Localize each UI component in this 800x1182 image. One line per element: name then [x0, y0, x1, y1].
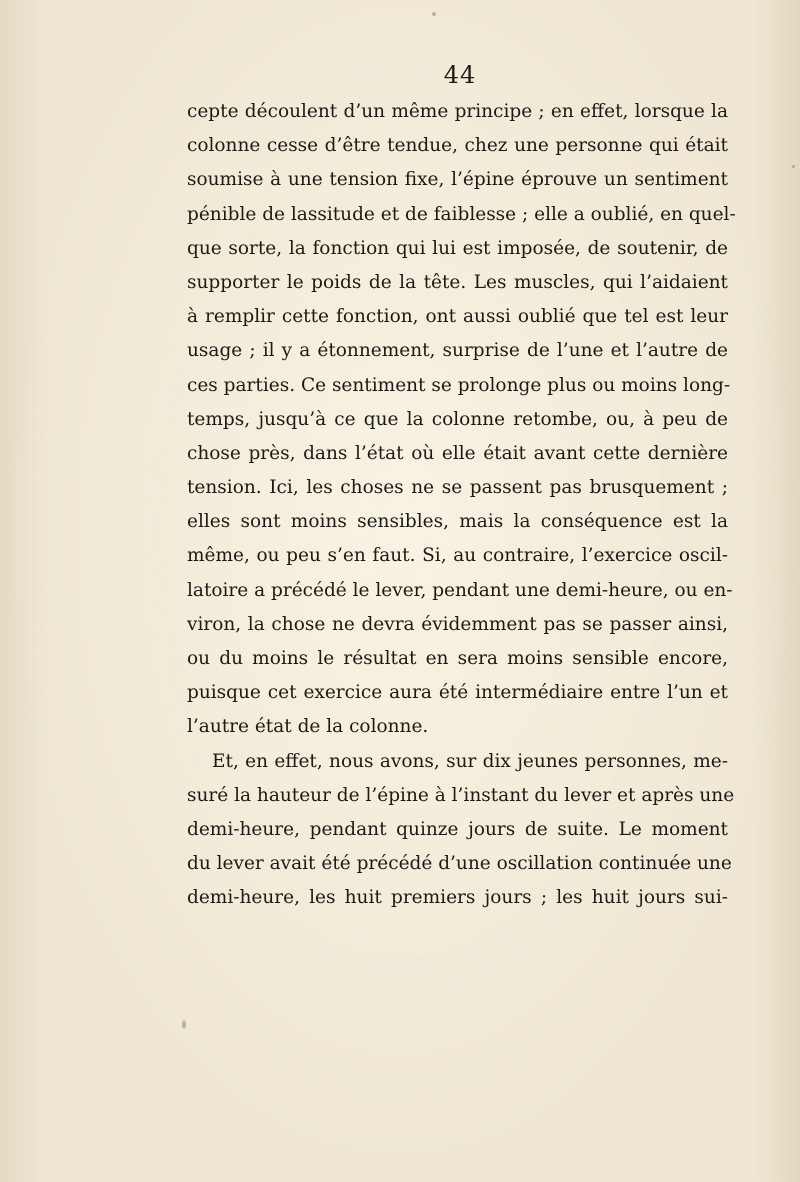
paper-speck — [182, 1020, 186, 1029]
text-line: demi-heure, les huit premiers jours ; les huit jours sui- — [187, 887, 728, 909]
text-line: que sorte, la fonction qui lui est imposée, de soutenir, de — [187, 237, 728, 259]
text-line: même, ou peu s’en faut. Si, au contraire, l’exercice oscil- — [187, 545, 728, 567]
text-line: pénible de lassitude et de faiblesse ; elle a oublié, en quel- — [187, 203, 736, 225]
text-line: soumise à une tension fixe, l’épine éprouve un sentiment — [187, 169, 728, 191]
paragraph-2 — [187, 745, 735, 916]
text-line: chose près, dans l’état où elle était avant cette dernière — [187, 442, 728, 464]
text-line: Et, en effet, nous avons, sur dix jeunes personnes, me- — [212, 750, 728, 772]
text-line: à remplir cette fonction, ont aussi oublié que tel est leur — [187, 306, 728, 328]
text-line: suré la hauteur de l’épine à l’instant du lever et après une — [187, 784, 735, 806]
text-line: cepte découlent d’un même principe ; en effet, lorsque la — [187, 101, 728, 122]
body-text — [187, 95, 736, 916]
text-line: puisque cet exercice aura été intermédiaire entre l’un et — [187, 682, 728, 704]
text-line: du lever avait été précédé d’une oscillation continuée une — [187, 853, 732, 875]
text-line: demi-heure, pendant quinze jours de suite. Le moment — [187, 818, 728, 840]
text-line: usage ; il y a étonnement, surprise de l’une et l’autre de — [187, 340, 728, 362]
paper-speck — [792, 165, 795, 168]
paragraph-1 — [187, 95, 736, 745]
text-line: temps, jusqu’à ce que la colonne retombe, ou, à peu de — [187, 408, 728, 430]
text-line: l’autre état de la colonne. — [187, 716, 429, 738]
text-line: latoire a précédé le lever, pendant une demi-heure, ou en- — [187, 579, 733, 601]
text-line: elles sont moins sensibles, mais la conséquence est la — [187, 511, 728, 533]
text-line: colonne cesse d’être tendue, chez une personne qui était — [187, 135, 728, 157]
text-line: ces parties. Ce sentiment se prolonge plus ou moins long- — [187, 374, 731, 396]
text-line: ou du moins le résultat en sera moins sensible encore, — [187, 648, 728, 669]
text-line: viron, la chose ne devra évidemment pas se passer ainsi, — [187, 613, 728, 635]
text-line: tension. Ici, les choses ne se passent pas brusquement ; — [187, 477, 728, 499]
text-line: supporter le poids de la tête. Les muscles, qui l’aidaient — [187, 271, 728, 293]
page-number: 44 — [443, 61, 477, 89]
paper-speck — [432, 12, 436, 16]
